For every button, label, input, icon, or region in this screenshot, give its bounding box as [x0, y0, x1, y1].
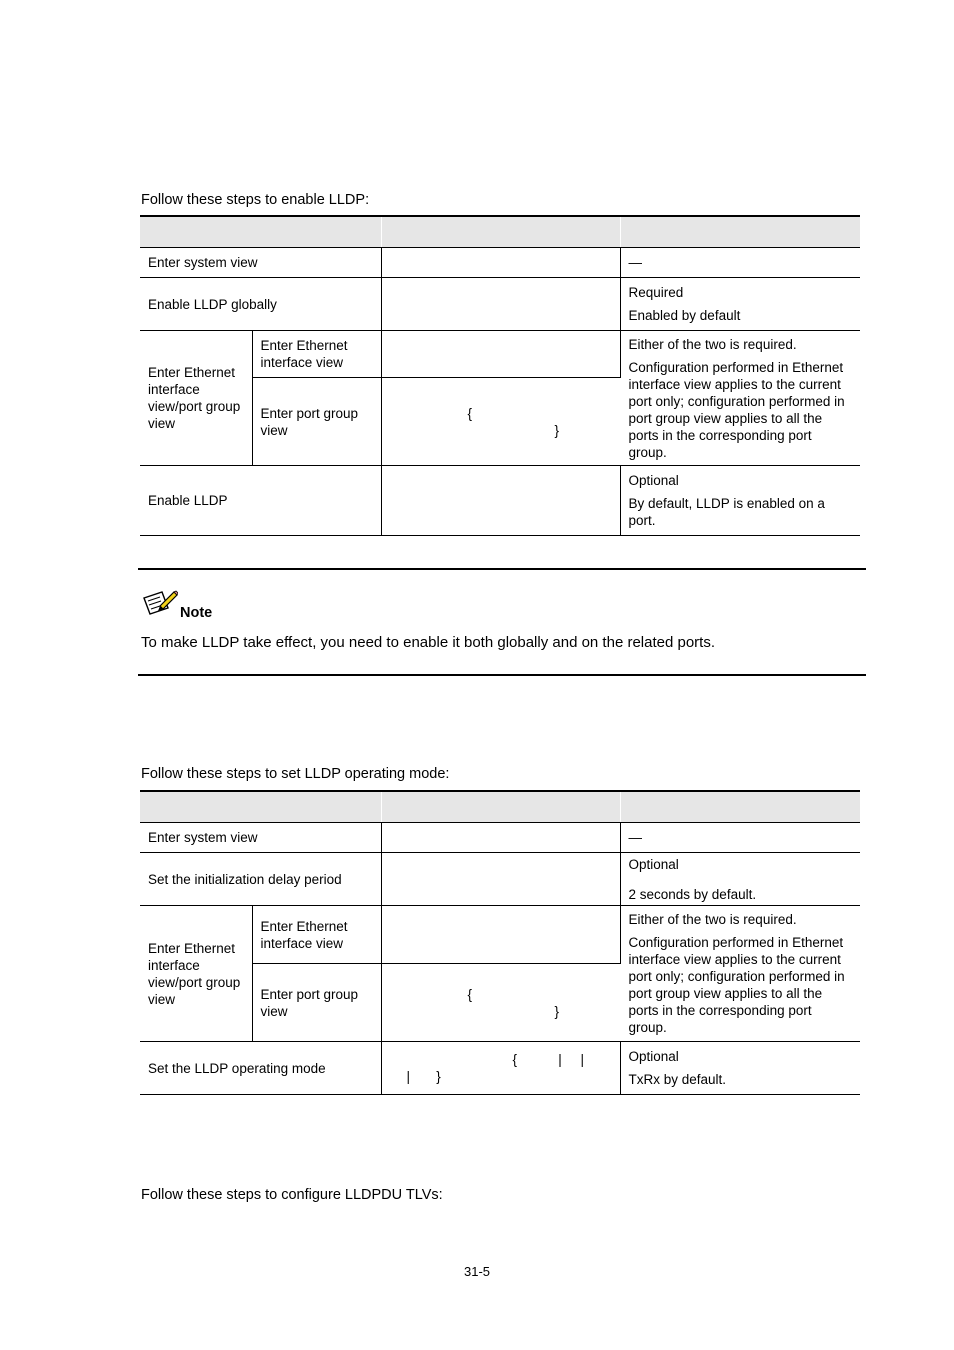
row-command: [381, 906, 620, 964]
table-row: [140, 331, 860, 378]
header-cell-remarks: [620, 791, 860, 823]
note-box: [138, 568, 866, 676]
row-remarks: Either of the two is required. Configuration performed in Ethernet interface view applies to the current port only; configuration performed in port group view applies to all the ports in the corresponding port group.: [620, 331, 860, 466]
row-remarks: Optional By default, LLDP is enabled on a port.: [620, 466, 860, 536]
table-row: [140, 1042, 860, 1095]
enable-lldp-table: [140, 215, 860, 536]
row-label: Enter Ethernet interface view/port group view: [140, 331, 252, 466]
row-command: [381, 331, 620, 378]
row-command: [381, 248, 620, 278]
operating-mode-table: [140, 790, 860, 1095]
row-label: Enable LLDP: [140, 466, 381, 536]
sub-row-label: Enter Ethernet interface view: [252, 906, 381, 964]
section3-intro: Follow these steps to configure LLDPDU TLVs:: [141, 1187, 443, 1203]
row-label: Enable LLDP globally: [140, 278, 381, 331]
row-remarks: Required Enabled by default: [620, 278, 860, 331]
row-remarks: —: [620, 823, 860, 853]
table-header-row: [140, 216, 860, 248]
page-number: 31-5: [463, 1264, 491, 1279]
row-label: Set the initialization delay period: [140, 853, 381, 906]
note-text: To make LLDP take effect, you need to enable it both globally and on the related ports.: [141, 634, 715, 651]
header-cell-remarks: [620, 216, 860, 248]
row-command: { }: [381, 964, 620, 1042]
note-title: Note: [180, 605, 213, 621]
row-command: [381, 823, 620, 853]
row-label: Enter Ethernet interface view/port group view: [140, 906, 252, 1042]
row-remarks: —: [620, 248, 860, 278]
note-header: [142, 588, 212, 621]
row-command: { | | | }: [381, 1042, 620, 1095]
header-cell-operation: [140, 791, 381, 823]
row-command: [381, 853, 620, 906]
table-row: [140, 823, 860, 853]
sub-row-label: Enter port group view: [252, 378, 381, 466]
table-row: [140, 853, 860, 906]
note-pencil-icon: [142, 588, 178, 621]
table-row: [140, 466, 860, 536]
sub-row-label: Enter port group view: [252, 964, 381, 1042]
row-remarks: Optional 2 seconds by default.: [620, 853, 860, 906]
row-command: [381, 466, 620, 536]
header-cell-command: [381, 791, 620, 823]
row-label: Enter system view: [140, 823, 381, 853]
table-row: [140, 248, 860, 278]
row-command: { }: [381, 378, 620, 466]
header-cell-operation: [140, 216, 381, 248]
row-command: [381, 278, 620, 331]
sub-row-label: Enter Ethernet interface view: [252, 331, 381, 378]
row-remarks: Optional TxRx by default.: [620, 1042, 860, 1095]
table-row: [140, 906, 860, 964]
section2-intro: Follow these steps to set LLDP operating mode:: [141, 766, 450, 782]
row-remarks: Either of the two is required. Configuration performed in Ethernet interface view applies to the current port only; configuration performed in port group view applies to all the ports in the corresponding port group.: [620, 906, 860, 1042]
row-label: Enter system view: [140, 248, 381, 278]
table-header-row: [140, 791, 860, 823]
header-cell-command: [381, 216, 620, 248]
table-row: [140, 278, 860, 331]
row-label: Set the LLDP operating mode: [140, 1042, 381, 1095]
section1-intro: Follow these steps to enable LLDP:: [141, 192, 370, 208]
